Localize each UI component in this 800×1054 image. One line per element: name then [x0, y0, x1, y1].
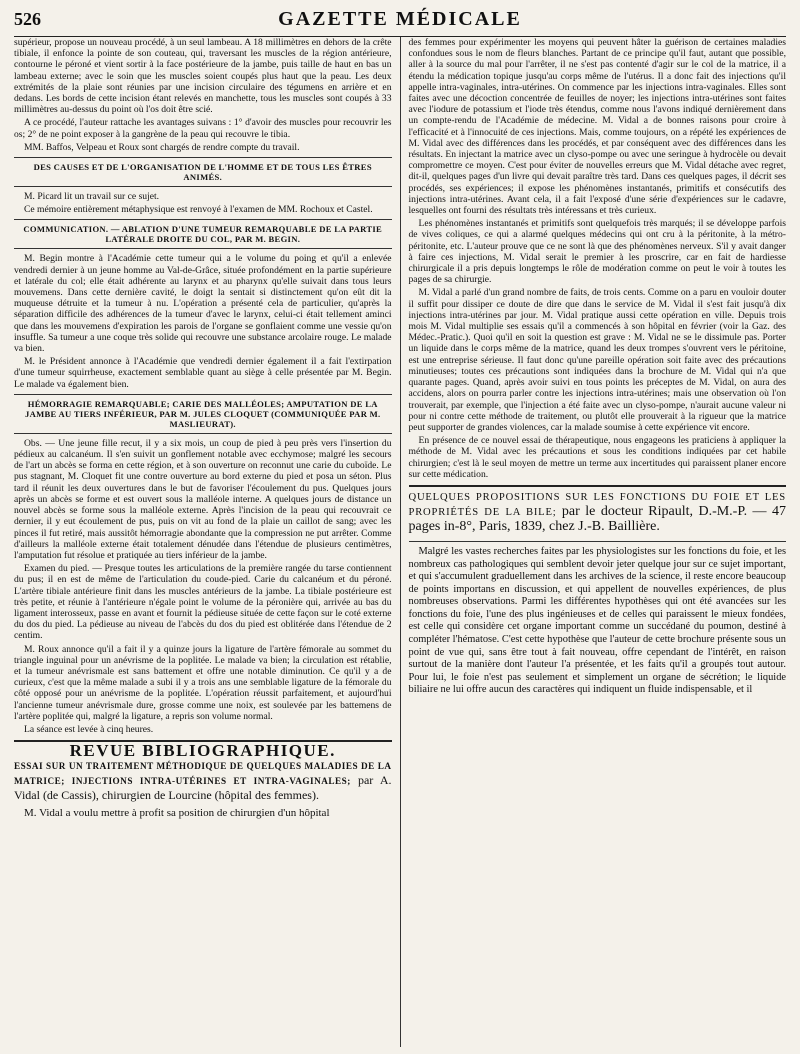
page-number: 526 — [14, 9, 41, 29]
paragraph: M. Vidal a parlé d'un grand nombre de faits, de trois cents. Comme on a paru en vouloir douter il suffit pour dissiper ce doute de dire que dans le service de M. Vidal il s'est fait jusqu'à dix injections intra-utérines par jour. M. Vidal pratique aussi cette opération en ville. Depuis trois mois M. Vidal multiplie ses essais qu'il a commencés à son hôpital en février (voir la Gaz. des Médec.-Pratic.). Quoi qu'il en soit la question est grave : M. Vidal ne se le dissimule pas. Porter un liquide dans le corps même de la matrice, quand les deux trompes s'ouvrent vers le péritoine, est une entreprise sérieuse. Il faut donc qu'une pareille opération soit faite avec des précautions minutieuses; toutes ces précautions sont indiquées dans la brochure de M. Vidal qui n'a que quarante pages. Quand, après avoir suivi en tous points les préceptes de M. Vidal, on aura des accidens, alors on pourra parler contre les injections intra-utérines; mais une observation où l'on trouverait, par exemple, que l'injection a été faite avec un clyso-pompe, n'aurait aucune valeur ni pour ni contre cette méthode de traitement, ou plutôt elle prouverait à la rigueur que la matrice peut supporter de grandes violences, car la malade soumise à cette expérience vit encore. — [408, 287, 786, 433]
divider — [409, 485, 787, 487]
section-heading: HÉMORRAGIE REMARQUABLE; CARIE DES MALLÉOLES; AMPUTATION DE LA JAMBE AU TIERS INFÉRIEUR, PAR M. JULES CLOQUET (COMMUNIQUÉE PAR M. MASLIEURAT). — [24, 398, 381, 429]
paragraph: M. Vidal a voulu mettre à profit sa position de chirurgien d'un hôpital — [24, 807, 330, 820]
paragraph: M. le Président annonce à l'Académie que vendredi dernier également il a fait l'extirpation d'une tumeur squirrheuse, exactement semblable quant au siège à celle présentée par M. Begin. Le malade va également bien. — [14, 356, 392, 390]
section-heading: DES CAUSES ET DE L'ORGANISATION DE L'HOMME ET DE TOUS LES ÊTRES ANIMÉS. — [33, 162, 372, 183]
section-title: REVUE BIBLIOGRAPHIQUE. — [69, 741, 336, 761]
book-heading — [14, 760, 392, 803]
paragraph: Les phénomènes instantanés et primitifs sont quelquefois très marqués; il se développe parfois de vives coliques, ce qui a alarmé quelques médecins qui ont cru à la péritonite, à la métro-péritonite, etc. L'auteur prouve que ce ne sont là que des phénomènes nerveux. S'il y avait danger à faire ces injections, M. Vidal serait le premier à les proscrire, car en fait de hardiesse chirurgicale il a pris depuis longtemps le rôle de modération comme on peut le voir à toutes les pages de sa chirurgie. — [408, 218, 786, 286]
paragraph: A ce procédé, l'auteur rattache les avantages suivans : 1° d'avoir des muscles pour recouvrir les os; 2° de ne point exposer à la gangrène de la peau qui recouvre le tibia. — [14, 117, 392, 140]
section-heading: COMMUNICATION. — ABLATION D'UNE TUMEUR REMARQUABLE DE LA PARTIE LATÉRALE DROITE DU COL, PAR M. BEGIN. — [23, 224, 383, 245]
paragraph: En présence de ce nouvel essai de thérapeutique, nous engageons les praticiens à appliquer la méthode de M. Vidal avec les précautions et sous les conditions indiquées par cet habile chirurgien; c'est là le seul moyen de mettre un terme aux incertitudes qui paraissent planer encore sur cette médication. — [408, 435, 786, 480]
page-header — [14, 8, 786, 37]
divider — [14, 157, 392, 158]
divider — [14, 394, 392, 395]
divider — [14, 433, 392, 434]
journal-title: GAZETTE MÉDICALE — [278, 8, 522, 30]
paragraph: Examen du pied. — Presque toutes les articulations de la première rangée du tarse contiennent du pus; il en est de même de l'articulation du coude-pied. Carie du calcanéum et du péroné. L'artère tibiale antérieure finit dans les muscles antérieurs de la jambe. La tibiale postérieure est très petite, et réunie à l'antérieure n'égale point le volume de la péronière qui, arrivée au bas du ligament interosseux, passe en avant et fournit la pédieuse située de cette façon sur le coté externe du dos du pied. La pédieuse au niveau de l'abcès du dos du pied est oblitérée dans l'étendue de 2 centim. — [14, 563, 392, 642]
paragraph: M. Roux annonce qu'il a fait il y a quinze jours la ligature de l'artère fémorale au sommet du triangle inguinal pour un anévrisme de la poplitée. Le malade va bien; la circulation est rétablie, et la tumeur anévrismale est sans battement et offre une notable diminution. Ce qu'il y a de curieux, c'est que la même malade a subi il y a trois ans une semblable ligature de la fémorale du côté opposé pour un anévrisme de la poplitée. L'opération réussit parfaitement, et aujourd'hui l'ancienne tumeur anévrismale dure, grosse comme une noix, est soulevée par les battemens de l'artère poplitée qui, malgré la ligature, a repris son volume normal. — [14, 643, 392, 722]
book-author: par A. Vidal (de Cassis), chirurgien de Lourcine (hôpital des femmes). — [14, 772, 392, 802]
divider — [14, 219, 392, 220]
paragraph: supérieur, propose un nouveau procédé, à un seul lambeau. A 18 millimètres en dehors de la crête tibiale, il enfonce la pointe de son couteau, qui, traversant les muscles de la région antérieure, contourne le péroné et vient sortir à la face postérieure de la jambe, puis taille de haut en bas un lambeau externe; avec le soin que les muscles soient coupés plus haut que la peau. Les deux extrémités de la plaie sont réunies par une incision circulaire des tégumens en arrière et en dedans. Les bords de cette incision étant relevés en manchette, tous les muscles sont coupés à 33 millimètres au-dessus du point où l'os doit être scié. — [14, 37, 392, 116]
paragraph: M. Picard lit un travail sur ce sujet. — [24, 191, 160, 203]
divider — [14, 186, 392, 187]
book-author: par le docteur Ripault, D.-M.-P. — 47 pages in-8°, Paris, 1839, chez J.-B. Baillière. — [408, 503, 786, 534]
right-column — [401, 37, 787, 1047]
paragraph: des femmes pour expérimenter les moyens qui peuvent hâter la guérison de certaines maladies confondues sous le nom de fleurs blanches. Partant de ce principe qu'il faut, autant que possible, aller à la source du mal pour l'arrêter, il ne s'est pas contenté d'agir sur le col de la matrice, il a étendu la médication topique jusqu'au corps même de l'utérus. Il a donc fait des injections qu'il appelle intra-vaginales, intra-utérines. On commence par les injections intra-vaginales. Elles sont faites avec une décoction concentrée de feuilles de noyer; les injections intra-utérines sont faites avec l'iodure de potassium et l'iode très étendus, comme nous l'avons indiqué dernièrement dans un compte-rendu de l'Académie de médecine. M. Vidal a de bonnes raisons pour croire à l'efficacité et à l'innocuité de ces injections. Mais, comme toujours, on a répété les expériences de M. Vidal avec des différences dans les procédés, et par conséquent avec des différences dans les résultats. En injectant la matrice avec un clyso-pompe ou avec une seringue à hydrocèle ou devait compromettre ce moyen. C'est pour éviter de nouvelles erreurs que M. Vidal détache avec regret, dit-il, quelques pages d'un livre qui devait paraître très tard. Dans ces quelques pages, il décrit ses procédés, ses expériences; il expose les phénomènes instantanés, primitifs et consécutifs des injections intra-utérines. Avant cela, il a fait l'exposé d'une série d'expériences sur le cadavre, lesquelles ont fourni des résultats très intéressans et très curieux. — [408, 37, 786, 217]
book-title: QUELQUES PROPOSITIONS SUR LES FONCTIONS DU FOIE ET LES PROPRIÉTÉS DE LA BILE; — [408, 491, 786, 518]
columns — [14, 37, 786, 1047]
paragraph: La séance est levée à cinq heures. — [24, 723, 154, 735]
paragraph: Ce mémoire entièrement métaphysique est renvoyé à l'examen de MM. Rochoux et Castel. — [24, 204, 373, 216]
paragraph: M. Begin montre à l'Académie cette tumeur qui a le volume du poing et qu'il a enlevée vendredi dernier à un jeune homme au Val-de-Grâce, située profondément en la partie supérieure et latérale du col; elle était adhérente au larynx et au pharynx qu'elle suivait dans tous leurs mouvemens. Dans cette dernière cavité, le doigt la sentait si distinctement qu'on eût dit la muqueuse détruite et la tumeur à nu. L'opération a présenté cela de particulier, qu'après la séparation difficile des adhérences de la tumeur d'avec le larynx, celui-ci était tellement aminci que dans les mouvemens d'expiration les parois de l'organe se gonflaient comme une vessie qu'on insuffle. Sa tumeur a une coque très solide qui recouvre une substance arcolaire rouge. Le malade va bien. — [14, 253, 392, 355]
paragraph: Obs. — Une jeune fille recut, il y a six mois, un coup de pied à peu près vers l'insertion du pédieux au calcanéum. Il s'en suivit un gonflement notable avec ecchymose; malgré les secours de l'art un abcès se forma en cette région, et à son ouverture on reconnut une carie du cuboïde. Le pus stagnant, M. Cloquet fit une contre ouverture au bord externe du pied et posa un séton. Plus tard il réunit les deux ouvertures dans le but de favoriser l'écoulement du pus. Quelques jours après un abcès se forme et est ouvert sous la malléole interne. A quelques jours de distance un nouvel abcès se forme sous la malléole externe. Après l'incision de la peau qui recouvrait ce dernier, il y eut écoulement de pus, puis on vit au fond de la plaie un caillot de sang; avec les pinces il fut retiré, mais aussitôt hémorragie abondante que la compression ne put arrêter. Comme d'ailleurs la malléole externe était totalement dénudée dans l'étendue de plusieurs centimètres, l'amputation fut résolue et pratiquée au tiers inférieur de la jambe. — [14, 437, 392, 561]
paragraph: Malgré les vastes recherches faites par les physiologistes sur les fonctions du foie, et les nombreux cas pathologiques qui semblent devoir jeter quelque jour sur ce sujet important, et qui s'accumulent graduellement dans les archives de la science, il reste encore beaucoup de points importans en discussion, et qui appellent de nouvelles expériences, de plus nombreuses observations. Parmi les différentes hypothèses qui ont été avancées sur les fonctions du foie, l'une des plus ingénieuses et de celles qui paraissent le mieux fondées, est celle qui considère cet organe important comme un succédané du poumon, destiné à compléter l'hématose. C'est cette hypothèse que l'auteur de cette brochure présente sous un point de vue qui, sans être tout à fait nouveau, offre cependant de l'intérêt, en raison surtout de la manière dont l'auteur l'a présentée, et les faits qu'il a groupés tout autour. Pour lui, le foie n'est pas seulement et simplement un organe de sécrétion; le liquide biliaire ne lui offre aucun des caractères qui indiquent un fluide indispensable, et il — [408, 545, 786, 696]
divider — [409, 541, 787, 542]
paragraph: MM. Baffos, Velpeau et Roux sont chargés de rendre compte du travail. — [24, 141, 300, 153]
book-title: ESSAI SUR UN TRAITEMENT MÉTHODIQUE DE QUELQUES MALADIES DE LA MATRICE; INJECTIONS INTRA-UTÉRINES ET INTRA-VAGINALES; — [14, 761, 392, 786]
book-heading — [409, 491, 787, 535]
divider — [14, 248, 392, 249]
left-column — [14, 37, 400, 1047]
